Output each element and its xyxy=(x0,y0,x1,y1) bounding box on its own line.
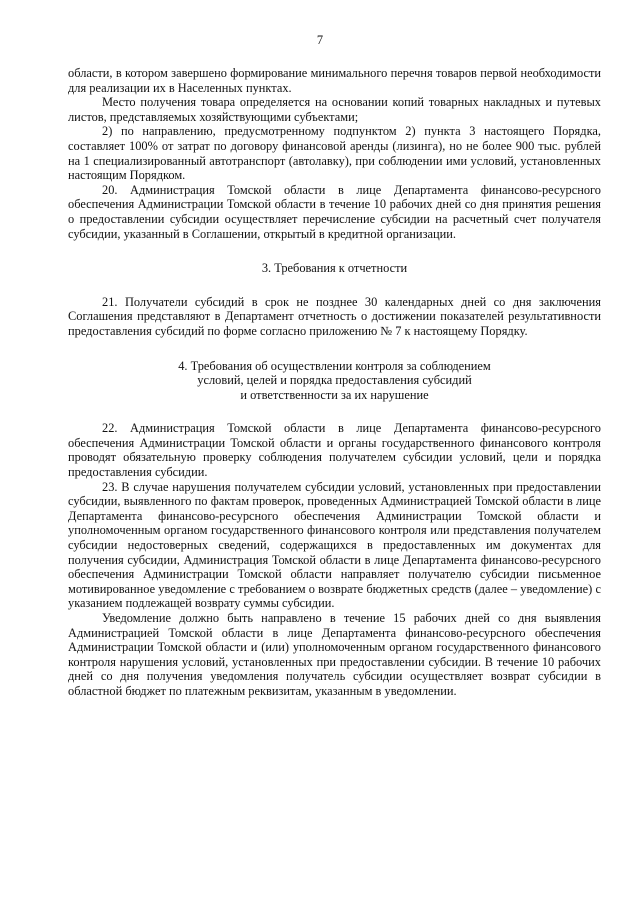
paragraph-continuation: области, в котором завершено формирование минимального перечня товаров первой необходимости для реализации их в Населенных пунктах. xyxy=(68,66,601,95)
section-4-heading-line-3: и ответственности за их нарушение xyxy=(240,387,429,402)
paragraph-item-21: 21. Получатели субсидий в срок не позднее 30 календарных дней со дня заключения Соглашения представляют в Департамент отчетность о достижении показателей результативности предоставления субсидий по форме согласно приложению № 7 к настоящему Порядку. xyxy=(68,294,601,338)
paragraph-place-of-receipt: Место получения товара определяется на основании копий товарных накладных и путевых листов, представляемых хозяйствующими субъектами; xyxy=(68,95,601,124)
paragraph-item-23: 23. В случае нарушения получателем субсидии условий, установленных при предоставлении субсидии, выявленного по фактам проверок, проведенных Администрацией Томской области в лице Департамента финансово-ресурсного обеспечения Администрации Томской области и уполномоченным органом государственного финансового контроля или представления получателем субсидии недостоверных сведений, содержащихся в предоставленных им документах для получения субсидии, Администрация Томской области в лице Департамента финансово-ресурсного обеспечения Администрации Томской области направляет получателю субсидии письменное мотивированное уведомление с требованием о возврате бюджетных средств (далее – уведомление) с указанием подлежащей возврату суммы субсидии. xyxy=(68,479,601,611)
paragraph-item-20: 20. Администрация Томской области в лице Департамента финансово-ресурсного обеспечения Администрации Томской области в течение 10 рабочих дней со дня принятия решения о предоставлении субсидии осуществляет перечисление субсидии на расчетный счет получателя субсидии, указанный в Соглашении, открытый в кредитной организации. xyxy=(68,182,601,241)
section-4-heading-line-2: условий, целей и порядка предоставления субсидий xyxy=(197,373,472,388)
paragraph-item-22: 22. Администрация Томской области в лице Департамента финансово-ресурсного обеспечения Администрации Томской области и органы государственного финансового контроля проводят обязательную проверку соблюдения получателем субсидии условий, цели и порядка предоставления субсидии. xyxy=(68,421,601,480)
paragraph-subitem-2: 2) по направлению, предусмотренному подпунктом 2) пункта 3 настоящего Порядка, составляет 100% от затрат по договору финансовой аренды (лизинга), но не более 900 тыс. рублей на 1 специализированный автотранспорт (автолавку), при соблюдении ими условий, установленных настоящим Порядком. xyxy=(68,124,601,183)
paragraph-notification: Уведомление должно быть направлено в течение 15 рабочих дней со дня выявления Администрацией Томской области в лице Департамента финансово-ресурсного обеспечения Администрации Томской области и (или) уполномоченным органом государственного финансового контроля нарушения условий, установленных при предоставлении субсидии. В течение 10 рабочих дней со дня получения уведомления получатель субсидии осуществляет возврат субсидии в областной бюджет по платежным реквизитам, указанным в уведомлении. xyxy=(68,611,601,698)
spacer xyxy=(68,339,601,359)
section-3-heading: 3. Требования к отчетности xyxy=(261,261,408,276)
spacer xyxy=(68,241,601,261)
document-body xyxy=(68,66,601,699)
spacer xyxy=(68,276,601,295)
page-number: 7 xyxy=(316,33,324,47)
spacer xyxy=(68,402,601,421)
section-4-heading-line-1: 4. Требования об осуществлении контроля за соблюдением xyxy=(178,358,491,373)
